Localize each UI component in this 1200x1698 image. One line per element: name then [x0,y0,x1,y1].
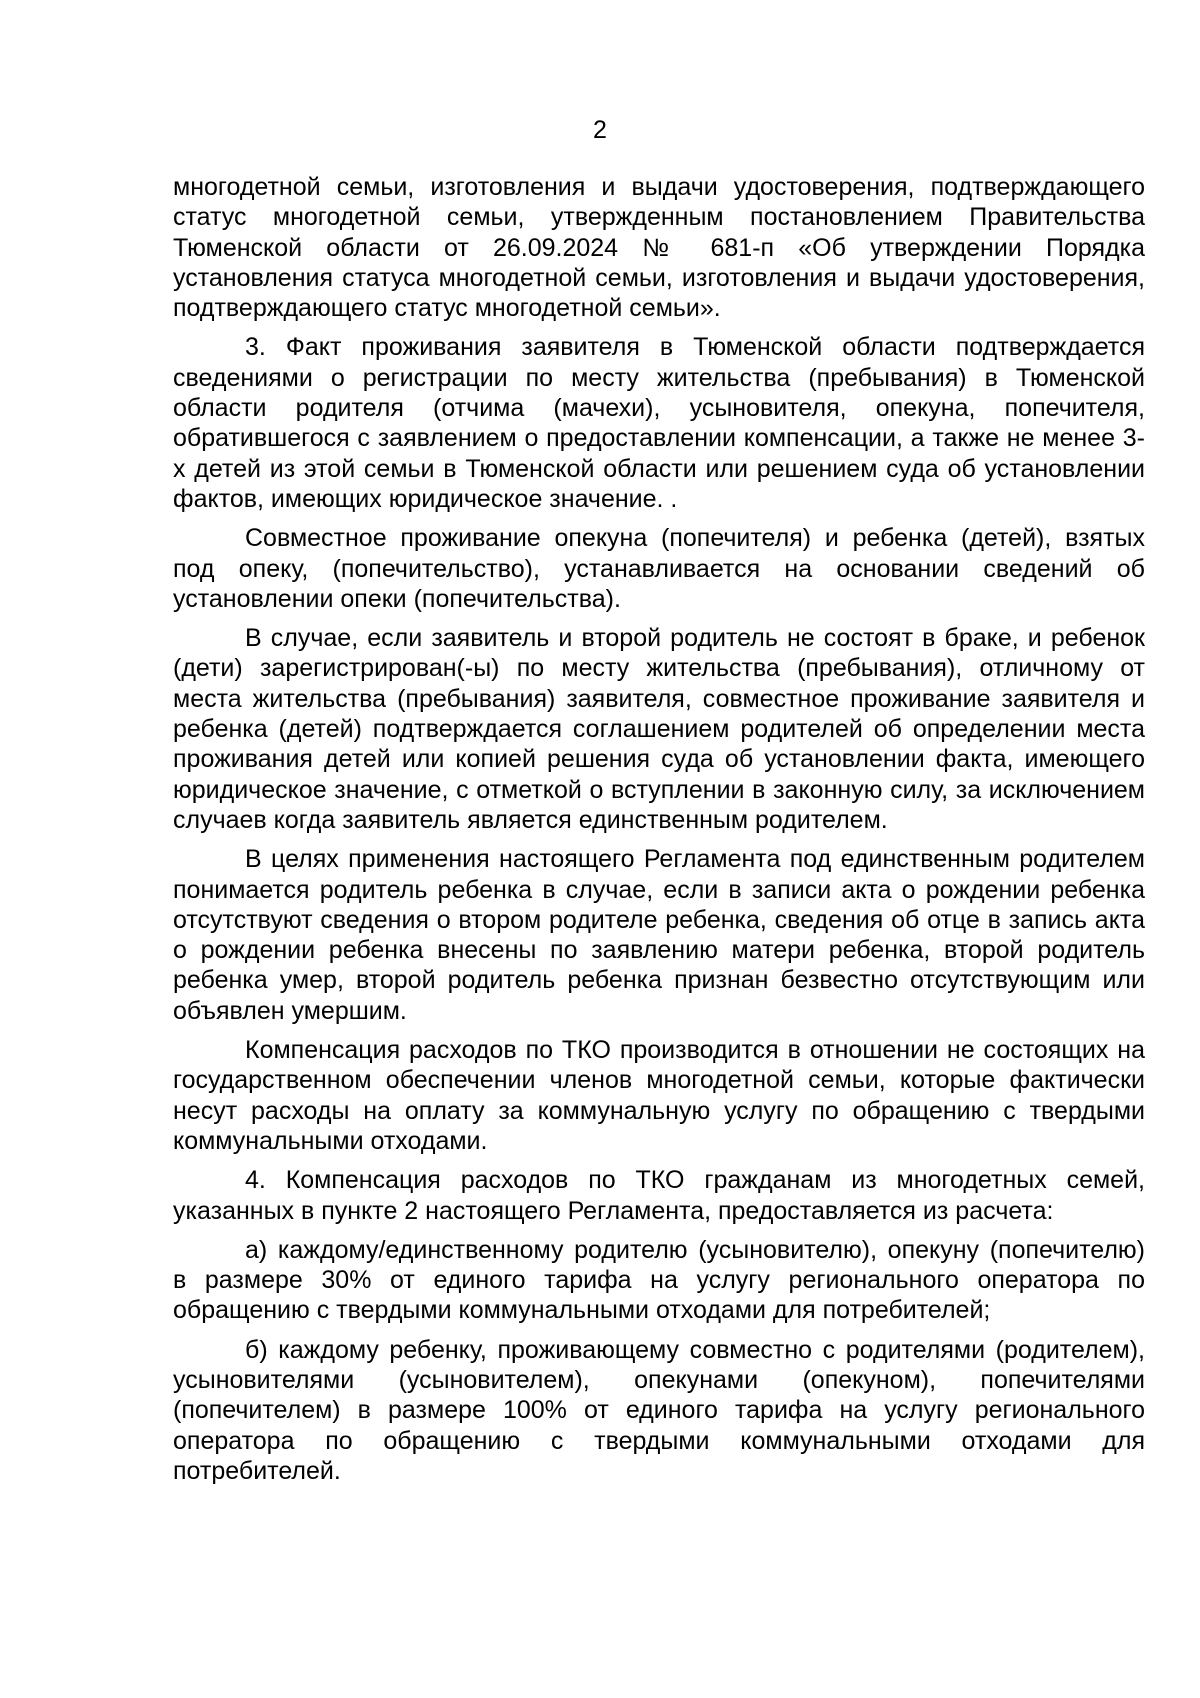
paragraph-item-b: б) каждому ребенку, проживающему совместно с родителями (родителем), усыновителями (усыновителем), опекунами (опекуном), попечителями (попечителем) в размере 100% от единого тарифа на услугу регионального оператора по обращению с твердыми коммунальными отходами для потребителей. [173,1335,1145,1485]
page-number: 2 [593,116,607,144]
paragraph-unmarried-parents: В случае, если заявитель и второй родитель не состоят в браке, и ребенок (дети) зарегистрирован(-ы) по месту жительства (пребывания), отличному от места жительства (пребывания) заявителя, совместное проживание заявителя и ребенка (детей) подтверждается соглашением родителей об определении места проживания детей или копией решения суда об установлении факта, имеющего юридическое значение, с отметкой о вступлении в законную силу, за исключением случаев когда заявитель является единственным родителем. [173,624,1145,834]
paragraph-compensation-scope: Компенсация расходов по ТКО производится в отношении не состоящих на государственном обеспечении членов многодетной семьи, которые фактически несут расходы на оплату за коммунальную услугу по обращению с твердыми коммунальными отходами. [173,1036,1145,1155]
paragraph-item-a: а) каждому/единственному родителю (усыновителю), опекуну (попечителю) в размере 30% от единого тарифа на услугу регионального оператора по обращению с твердыми коммунальными отходами для потребителей; [173,1235,1145,1325]
paragraph-single-parent-definition: В целях применения настоящего Регламента под единственным родителем понимается родитель ребенка в случае, если в записи акта о рождении ребенка отсутствуют сведения о втором родителе ребенка, сведения об отце в запись акта о рождении ребенка внесены по заявлению матери ребенка, второй родитель ребенка умер, второй родитель ребенка признан безвестно отсутствующим или объявлен умершим. [173,845,1145,1025]
paragraph-guardian-cohabitation: Совместное проживание опекуна (попечителя) и ребенка (детей), взятых под опеку, (попечительство), устанавливается на основании сведений об установлении опеки (попечительства). [173,524,1145,613]
paragraph-compensation-calculation: 4. Компенсация расходов по ТКО гражданам из многодетных семей, указанных в пункте 2 настоящего Регламента, предоставляется из расчета: [173,1166,1145,1225]
document-body [173,172,1145,1495]
paragraph-residence-fact: 3. Факт проживания заявителя в Тюменской области подтверждается сведениями о регистрации по месту жительства (пребывания) в Тюменской области родителя (отчима (мачехи), усыновителя, опекуна, попечителя, обратившегося с заявлением о предоставлении компенсации, а также не менее 3-х детей из этой семьи в Тюменской области или решением суда об установлении фактов, имеющих юридическое значение. . [173,333,1145,513]
paragraph-continuation: многодетной семьи, изготовления и выдачи удостоверения, подтверждающего статус многодетной семьи, утвержденным постановлением Правительства Тюменской области от 26.09.2024 № 681-п «Об утверждении Порядка установления статуса многодетной семьи, изготовления и выдачи удостоверения, подтверждающего статус многодетной семьи». [173,173,1145,323]
